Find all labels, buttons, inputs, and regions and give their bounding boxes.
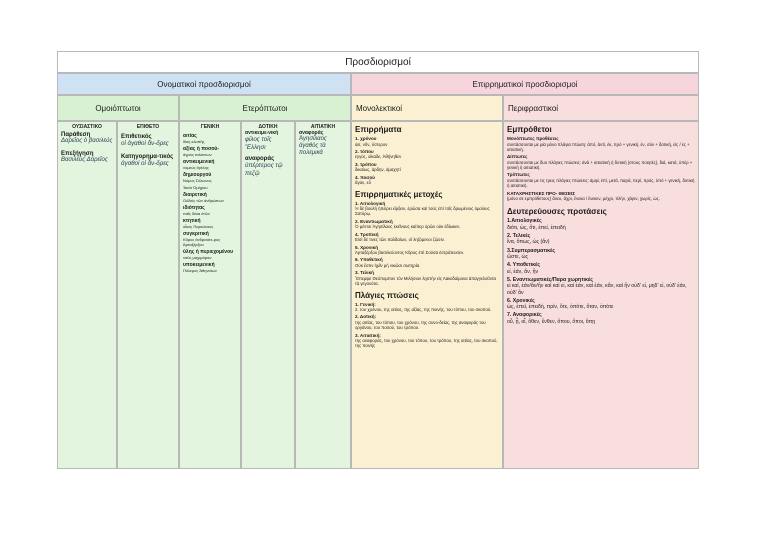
plagies-title: Πλάγιες πτώσεις bbox=[355, 290, 419, 300]
dotiki-sub2-label: αναφοράς bbox=[245, 156, 275, 162]
epexigisi-label: Επεξήγηση bbox=[61, 151, 94, 157]
metochi-item-heading: 6. Υποθετική bbox=[355, 257, 383, 263]
plagia-item-heading: 1. Γενική: bbox=[355, 301, 376, 307]
geniki-item bbox=[183, 249, 237, 260]
metochi-item-heading: 1. Αιτιολογική bbox=[355, 200, 386, 206]
mono-text: συντάσσονται με μία μόνο πλάγια πτώση: ἀπό, ἀντί, ἐκ, πρό + γενική, ἐν, σύν + δοτική, εἰς / ἐς + αιτιατική. bbox=[507, 141, 690, 152]
plagia-item-heading: 3. Αιτιατική: bbox=[355, 332, 381, 338]
protasi-item-text: ὥστε, ὡς bbox=[507, 254, 529, 261]
aitiatiki-sub-label: αναφοράς bbox=[299, 130, 324, 136]
geniki-item-heading: συγκριτική bbox=[183, 231, 209, 237]
geniki-item bbox=[183, 146, 237, 157]
geniki-item-heading: δημιουργού bbox=[183, 172, 212, 178]
epirrima-item bbox=[355, 149, 499, 160]
kat-heading: ΚΑΤΑΧΡΗΣΤΙΚΕΣ ΠΡΟ- ΘΕΣΕΙΣ bbox=[507, 190, 575, 196]
geniki-item-heading: υποκειμενική bbox=[183, 262, 215, 268]
protasi-item-heading: 1.Αιτιολογικές bbox=[507, 218, 542, 225]
dotiki-sub-label: αντικειμε-νική bbox=[245, 130, 279, 136]
metochi-item-text: Ὁ μέντοι Ἀγησίλαος ἐκεῖνους καίπερ ὁρῶν οὐκ ἐδίωκεν. bbox=[355, 224, 461, 230]
protasi-item bbox=[507, 277, 695, 296]
ousiastiko-column bbox=[57, 121, 117, 469]
epirrimatikoi-header: Επιρρηματικοί προσδιορισμοί bbox=[351, 73, 699, 95]
epithetikos-label: Επιθετικός bbox=[121, 134, 152, 140]
dotiki-sub2-example: ὑπέρτερος τῷ πεζῷ bbox=[245, 162, 283, 177]
geniki-item bbox=[183, 205, 237, 216]
metochi-item-heading: 4. Τροπική bbox=[355, 231, 379, 237]
metochi-item-text: Ἔπεμψε Θεόπομπον τὸν Μιλήσιον λῃστὴν εἰς Λακεδαίμονα ἀπαγγελοῦντα τὰ γεγονότα. bbox=[355, 275, 496, 287]
epithetikos-example: οἱ ἀγαθοὶ ἄν-δρες bbox=[121, 140, 169, 147]
tri-text: συντάσσονται με τις τρεις πλάγιες πτώσεις: ἀμφί, ἐπί, μετά, παρά, περί, πρός, ὑπό + γενική, δοτική ή αιτιατική. bbox=[507, 177, 695, 189]
metochi-item-text: Ἀρταξέρξου βασιλεύοντος Κῦρος ἐπὶ Σούσα ἐστράτευσεν. bbox=[355, 250, 465, 256]
epirrima-item bbox=[355, 162, 499, 173]
onomatikoi-header: Ονοματικοί προσδιορισμοί bbox=[57, 73, 351, 95]
geniki-list bbox=[183, 133, 237, 273]
kat-text: (μόνο σε εμπρόθετους) ἄνευ, ἄχρι, ἕνεκα / ἕνεκεν, μέχρι, πλήν, χάριν, χωρίς, ὡς. bbox=[507, 196, 660, 202]
eteroptotoi-header: Ετερόπτωτοι bbox=[179, 95, 351, 121]
metochi-item-text: Οὐκ ἔστιν ἡμῖν μὴ νικῶσι σωτηρία. bbox=[355, 263, 421, 269]
metochi-item-text: Ἡ δὲ βουλὴ ἠπείρει εἴρξειν, ἐρῶσα καὶ τοὺς ἐπὶ τοῖς δρωμένοις ὁμοίους Σατύρῳ. bbox=[355, 206, 490, 217]
geniki-item-text: δίκη κλοπῆς bbox=[183, 139, 205, 144]
metochi-item bbox=[355, 219, 499, 230]
protasi-item-text: εἰ, ἐάν, ἄν, ἤν bbox=[507, 268, 539, 275]
protasi-item-text: οὗ, ᾗ, οἷ, ὅθεν, ἔνθεν, ὅπου, ὅποι, ὅπῃ bbox=[507, 318, 596, 325]
grammar-table bbox=[57, 51, 699, 469]
geniki-item-text: νομεὺς ἀγέλης bbox=[183, 165, 209, 170]
dotiki-column bbox=[241, 121, 295, 469]
metochi-item-heading: 2. Εναντιωματική bbox=[355, 218, 393, 224]
plagia-item bbox=[355, 314, 499, 330]
geniki-item-heading: κτητική bbox=[183, 218, 201, 224]
geniki-item bbox=[183, 192, 237, 203]
monolektikoi-column bbox=[351, 121, 503, 469]
geniki-item-text: οἶκος Περικλέους bbox=[183, 224, 214, 229]
metochi-item bbox=[355, 232, 499, 243]
tri-heading: Τρίπτωτες bbox=[507, 172, 530, 178]
aitiatiki-head: ΑΙΤΙΑΤΙΚΗ bbox=[310, 124, 336, 130]
metochi-list bbox=[355, 201, 499, 287]
perifrastikoi-header: Περιφραστικοί bbox=[503, 95, 699, 121]
geniki-item bbox=[183, 159, 237, 170]
epirrima-item-text: ἐγγύς, οἴκαδε, Ἀθήνηθεν bbox=[355, 154, 402, 160]
epirrima-item bbox=[355, 175, 499, 186]
protasi-item-text: διότι, ὡς, ὅτι, ἐπεί, ἐπειδή bbox=[507, 224, 566, 231]
protasi-item-heading: 4. Υποθετικές bbox=[507, 262, 541, 269]
plagia-item-text: της αναφοράς, του χρόνου, του τόπου, του τρόπου, της αιτίας, του σκοπού, της ποινής bbox=[355, 338, 498, 349]
dotiki-head: ΔΟΤΙΚΗ bbox=[258, 124, 278, 130]
katigor-label: Κατηγορημα-τικός bbox=[121, 153, 174, 160]
geniki-item-heading: διαιρετική bbox=[183, 192, 207, 198]
geniki-item-text: Πόλεμος Ἀθηναίων bbox=[183, 268, 217, 273]
plagia-item bbox=[355, 333, 499, 349]
geniki-item-heading: ύλης ή περιεχομένου bbox=[183, 249, 234, 255]
mono-heading: Μονόπτωτες προθέσεις bbox=[507, 136, 559, 141]
epirrima-list bbox=[355, 136, 499, 186]
katigor-example: ἀγαθοὶ οἱ ἄν-δρες bbox=[121, 159, 169, 167]
protasi-item bbox=[507, 298, 695, 311]
metochi-item bbox=[355, 257, 499, 268]
geniki-item bbox=[183, 218, 237, 229]
epirrima-item-text: ἀεί, νῦν, ὕστερον bbox=[355, 141, 388, 147]
protasi-item-heading: 3.Συμπερασματικές bbox=[507, 247, 556, 254]
protasi-item bbox=[507, 233, 695, 246]
protasi-item-heading: 2. Τελικές bbox=[507, 233, 531, 240]
protasi-item-text: εἰ καί, ἐάν/ἄν/ἤν καί καὶ εἰ, καὶ ἐάν, καὶ ἐάν, κἄν, καὶ ἤν οὐδ' εἰ, μηδ' εἰ, οὐδ' ἐάν, οὐδ' ἄν bbox=[507, 283, 687, 296]
epirrima-item-heading: 3. τρόπου bbox=[355, 161, 377, 167]
geniki-item bbox=[183, 185, 237, 190]
protaseis-title: Δευτερεύουσες προτάσεις bbox=[507, 207, 607, 217]
geniki-item-heading: αξίας ή ποσού- bbox=[183, 146, 219, 152]
epirrima-item bbox=[355, 136, 499, 147]
plagia-item-text: της αιτίας, του τόπου, του χρόνου, της συνο-δείας, της αναφοράς του οργάνου, του ποσού, του τρόπου. bbox=[355, 319, 486, 331]
geniki-item bbox=[183, 172, 237, 183]
omoioptotoi-header: Ομοιόπτωτοι bbox=[57, 95, 179, 121]
geniki-item-heading: αντικειμενική bbox=[183, 159, 215, 165]
geniki-item-text: Νόμος Σόλωνος bbox=[183, 178, 212, 183]
epitheto-head: ΕΠΙΘΕΤΟ bbox=[136, 124, 160, 130]
metochi-item bbox=[355, 270, 499, 286]
protasi-item bbox=[507, 218, 695, 231]
geniki-item-text: ἀγρός ταλάντων bbox=[183, 152, 212, 157]
geniki-item bbox=[183, 133, 237, 144]
protasi-item-heading: 5. Εναντιωματικές/Παρα χωρητικές bbox=[507, 276, 593, 283]
di-heading: Δίπτωτες bbox=[507, 154, 528, 160]
epexigisi-example: Βασιλεὺς Δαρεῖος bbox=[61, 157, 108, 163]
metochi-item-heading: 3. Τελική bbox=[355, 270, 374, 276]
page-title: Προσδιορισμοί bbox=[57, 51, 699, 73]
emprothetoi-title: Εμπρόθετοι bbox=[507, 125, 552, 134]
epitheto-column bbox=[117, 121, 179, 469]
epirrima-item-heading: 2. τόπου bbox=[355, 148, 374, 154]
metochi-item-heading: 5. Χρονική bbox=[355, 244, 379, 250]
epirrimata-title: Επιρρήματα bbox=[355, 125, 402, 134]
geniki-item-text: Ἄισὰ Ὁμήρου bbox=[183, 185, 208, 190]
geniki-item-text: Κῦρος ἀνδρειότε-ρος Ἀρταξέρξου bbox=[183, 237, 221, 247]
epirrima-item-text: δικαίως, ἀρδην, ἀμαχητί bbox=[355, 167, 401, 173]
protasi-item bbox=[507, 262, 695, 275]
metochi-item bbox=[355, 245, 499, 256]
parathesi-example: Δαρεῖος ὁ βασιλεύς bbox=[61, 138, 113, 144]
aitiatiki-column bbox=[295, 121, 351, 469]
plagia-item bbox=[355, 302, 499, 313]
geniki-item-text: Οὐδεὶς τῶν ἀνθρώπων bbox=[183, 198, 224, 203]
protasi-item bbox=[507, 312, 695, 325]
di-text: συντάσσονται με δυο πλάγιες πτώσεις: ἀνά + αιτιατική ή δοτική (στους ποιητές), διά, κατά, ὑπέρ + γενική ή αιτιατική. bbox=[507, 159, 693, 171]
geniki-item bbox=[183, 262, 237, 273]
epirrima-item-heading: 4. ποσού bbox=[355, 174, 375, 180]
protasi-item-heading: 6. Χρονικές bbox=[507, 297, 535, 304]
ousiastiko-head: ΟΥΣΙΑΣΤΙΚΟ bbox=[72, 124, 102, 130]
perifrastikoi-column bbox=[503, 121, 699, 469]
monolektikoi-header: Μονολεκτικοί bbox=[351, 95, 503, 121]
protasi-list bbox=[507, 218, 695, 324]
protasi-item-text: ἵνα, ὅπως, ὡς (ἄν) bbox=[507, 239, 550, 246]
geniki-column bbox=[179, 121, 241, 469]
geniki-item bbox=[183, 231, 237, 247]
epirrima-item-heading: 1. χρόνου bbox=[355, 136, 377, 141]
dotiki-sub-example: φίλος τοῖς Ἕλλησι bbox=[245, 136, 272, 151]
metochi-item bbox=[355, 201, 499, 217]
protasi-item-text: ὡς, ἐπεί, ἐπειδή, πρίν, ὅτε, ὁπότε, ὅταν, ὁπότε bbox=[507, 304, 614, 311]
geniki-head: ΓΕΝΙΚΗ bbox=[200, 124, 220, 130]
geniki-item-text: ναῦς μαχιμάρου bbox=[183, 255, 212, 260]
plagia-item-text: 2. του χρόνου, της αιτίας, της αξίας, της ποινής, του τόπου, του σκοπού. bbox=[355, 307, 492, 313]
plagia-list bbox=[355, 302, 499, 349]
plagia-item-heading: 2. Δοτική: bbox=[355, 314, 377, 320]
epirrima-item-text: ἄγαν, εὖ bbox=[355, 180, 371, 186]
parathesi-label: Παράθεση bbox=[61, 132, 91, 138]
protasi-item bbox=[507, 248, 695, 261]
geniki-item-text: παῖς δέκα ἐτῶν bbox=[183, 211, 210, 216]
aitiatiki-sub-example: Ἀγησίλαος ἀγαθὸς τὰ πολεμικά bbox=[299, 136, 327, 156]
metochi-item-text: Εἰσὶ δέ τινες τῶν Χαλδαίων, οἳ ληζόμενοι ζῶσιν. bbox=[355, 237, 446, 243]
protasi-item-heading: 7. Αναφορικές bbox=[507, 312, 542, 319]
metoches-title: Επιρρηματικές μετοχές bbox=[355, 189, 443, 199]
geniki-item-heading: αιτίας bbox=[183, 133, 197, 139]
geniki-item-heading: ιδιότητας bbox=[183, 205, 205, 211]
